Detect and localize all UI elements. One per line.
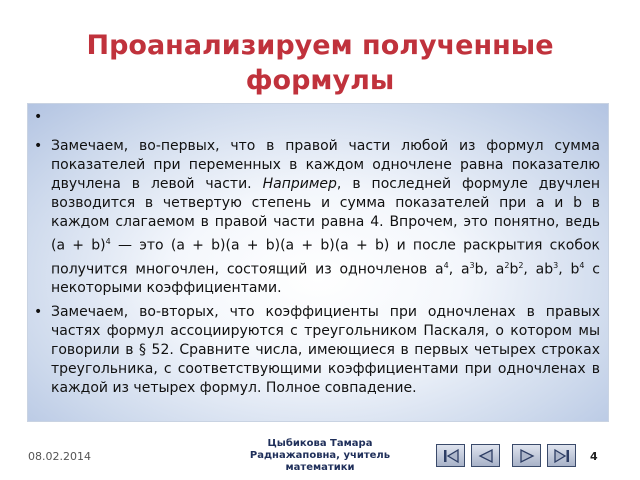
exponent: 4 <box>105 237 111 246</box>
bullet-text-3: Замечаем, во-вторых, что коэффициенты при одночленах в правых частях формул ассоциируются с треугольником Паскаля, о котором мы говорили в § 52. Сравните числа, имеющиеся в первых четырех строках треугольника, с соответствующими коэффициентами при одночленах в каждой из четырех формул. Полное совпадение. <box>51 304 600 397</box>
last-slide-button[interactable] <box>547 444 576 467</box>
first-slide-button[interactable] <box>436 444 465 467</box>
page-number: 4 <box>590 450 598 463</box>
separator: , b <box>558 261 580 278</box>
exponent: 2 <box>518 260 524 270</box>
footer-author: Цыбикова Тамара Раднажаповна, учитель математики <box>249 438 391 473</box>
monomial-tail: b <box>509 261 519 278</box>
slide-title: Проанализируем полученные формулы <box>86 30 554 96</box>
footer-date: 08.02.2014 <box>28 450 91 463</box>
exponent: 4 <box>443 260 449 270</box>
bullet-text-2: Замечаем, во-первых, что в правой части любой из формул сумма показателей при переменных в каждом одночлене равна показателю двучлена в левой части. <box>51 138 600 192</box>
list-item-observation-2 <box>32 303 600 398</box>
monomial-tail: b, а <box>474 261 505 278</box>
list-item-empty <box>32 108 600 127</box>
list-item-observation-1 <box>32 137 600 298</box>
exponent: 4 <box>579 260 585 270</box>
exponent: 3 <box>469 260 475 270</box>
separator: , аb <box>523 261 554 278</box>
bullet-text-2-tail: с некоторыми коэффициентами. <box>51 261 600 297</box>
slide-navigation <box>436 444 576 468</box>
next-slide-icon <box>517 448 537 464</box>
bullet-icon: • <box>34 304 43 321</box>
content-panel <box>27 103 609 422</box>
first-slide-icon <box>441 448 461 464</box>
previous-slide-button[interactable] <box>471 444 500 467</box>
previous-slide-icon <box>476 448 496 464</box>
bullet-text-2-part2: — это (а + b)(а + b)(а + b)(а + b) и после раскрытия скобок получится многочлен, состоящий из одночленов а <box>51 237 600 278</box>
exponent: 2 <box>504 260 510 270</box>
last-slide-icon <box>552 448 572 464</box>
bullet-list <box>28 104 608 398</box>
bullet-text-2-part1: , в последней формуле двучлен возводится в четвертую степень и сумма показателей при а и b в каждом слагаемом в правой части равна 4. Впрочем, это понятно, ведь (а + b) <box>51 176 601 254</box>
example-word: Например <box>262 176 337 192</box>
exponent: 3 <box>553 260 559 270</box>
next-slide-button[interactable] <box>512 444 541 467</box>
bullet-icon: • <box>34 109 43 125</box>
separator: , а <box>448 261 470 278</box>
bullet-icon: • <box>34 138 43 154</box>
